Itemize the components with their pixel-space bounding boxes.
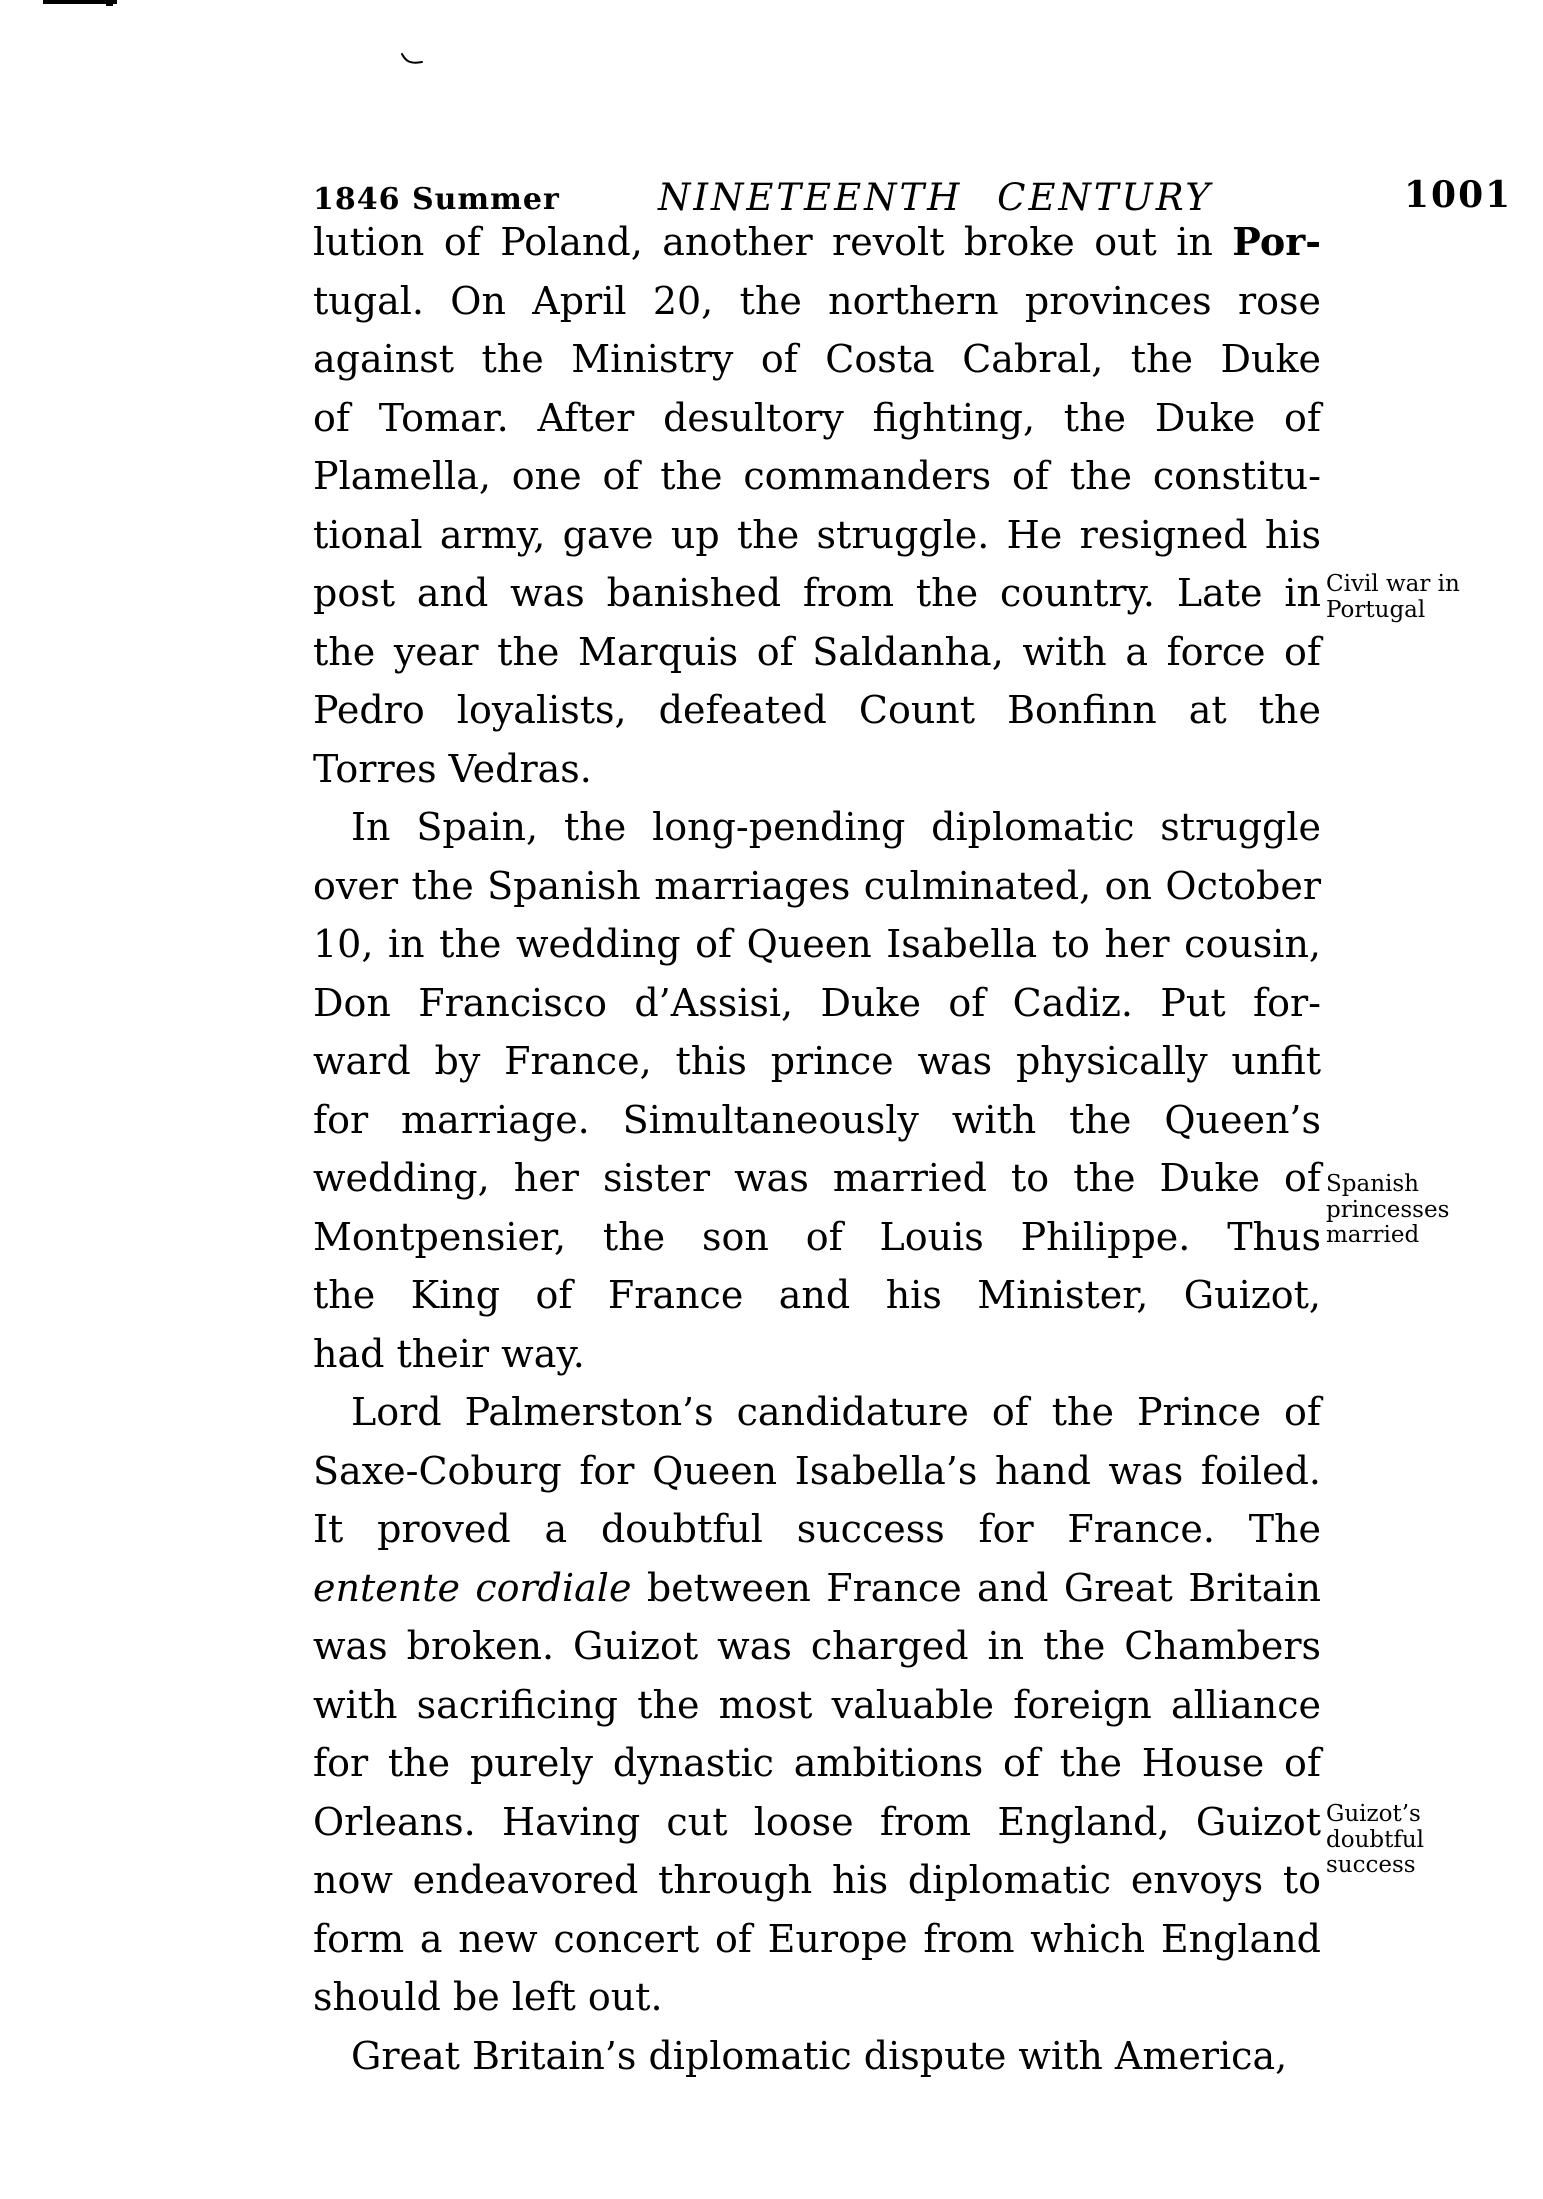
text-line bbox=[313, 1559, 1321, 1618]
text-run-italic: entente cordiale bbox=[313, 1565, 632, 1610]
margin-note-line: married bbox=[1326, 1222, 1420, 1248]
text-line: the year the Marquis of Saldanha, with a force of bbox=[313, 629, 1321, 674]
text-line: Saxe-Coburg for Queen Isabella’s hand was foiled. bbox=[313, 1448, 1321, 1493]
text-line: for the purely dynastic ambitions of the House of bbox=[313, 1741, 1321, 1785]
text-line: tugal. On April 20, the northern provinces rose bbox=[313, 278, 1321, 323]
text-line: Pedro loyalists, defeated Count Bonfinn at the bbox=[313, 688, 1321, 732]
text-line: now endeavored through his diplomatic envoys to bbox=[313, 1858, 1321, 1902]
margin-note-spanish-princesses bbox=[1326, 1172, 1506, 1249]
text-line: should be left out. bbox=[313, 1975, 663, 2019]
margin-note-line: success bbox=[1326, 1852, 1416, 1878]
margin-note-line: doubtful bbox=[1326, 1826, 1425, 1853]
text-line: ward by France, this prince was physically unfit bbox=[313, 1039, 1321, 1083]
text-run-bold: Por- bbox=[1232, 219, 1321, 264]
margin-note-line: Civil war in bbox=[1326, 571, 1460, 597]
text-line: the King of France and his Minister, Guizot, bbox=[313, 1273, 1321, 1317]
margin-note-line: Guizot’s bbox=[1326, 1801, 1421, 1827]
text-line: form a new concert of Europe from which England bbox=[313, 1916, 1321, 1961]
text-line: with sacrificing the most valuable foreign alliance bbox=[313, 1682, 1321, 1727]
text-line: Lord Palmerston’s candidature of the Prince of bbox=[351, 1390, 1321, 1434]
text-line: It proved a doubtful success for France. The bbox=[313, 1507, 1321, 1551]
margin-note-guizot bbox=[1326, 1802, 1506, 1879]
text-line: for marriage. Simultaneously with the Queen’s bbox=[313, 1097, 1321, 1142]
scan-artifact-bar bbox=[43, 0, 117, 4]
body-text-column bbox=[313, 213, 1321, 2085]
margin-note-line: Portugal bbox=[1326, 596, 1426, 623]
text-line: tional army, gave up the struggle. He resigned his bbox=[313, 512, 1321, 557]
text-line: Orleans. Having cut loose from England, Guizot bbox=[313, 1799, 1321, 1844]
text-line: had their way. bbox=[313, 1331, 585, 1376]
page-number: 1001 bbox=[1404, 174, 1513, 216]
running-head-edition: 1846 Summer bbox=[313, 182, 560, 217]
text-line: In Spain, the long-pending diplomatic struggle bbox=[351, 805, 1321, 849]
text-line: Plamella, one of the commanders of the constitu- bbox=[313, 454, 1321, 498]
text-line: Montpensier, the son of Louis Philippe. Thus bbox=[313, 1214, 1321, 1259]
text-line: against the Ministry of Costa Cabral, the Duke bbox=[313, 337, 1321, 381]
text-line: 10, in the wedding of Queen Isabella to her cousin, bbox=[313, 922, 1321, 966]
text-line bbox=[313, 213, 1321, 272]
text-run: between France and Great Britain bbox=[631, 1565, 1321, 1610]
text-line: of Tomar. After desultory fighting, the Duke of bbox=[313, 395, 1321, 440]
margin-note-line: princesses bbox=[1326, 1196, 1450, 1223]
text-line: over the Spanish marriages culminated, on October bbox=[313, 863, 1321, 908]
text-run: lution of Poland, another revolt broke out in bbox=[313, 220, 1233, 264]
text-line: was broken. Guizot was charged in the Chambers bbox=[313, 1624, 1321, 1668]
text-line: wedding, her sister was married to the Duke of bbox=[313, 1156, 1321, 1200]
margin-note-civil-war bbox=[1326, 572, 1506, 623]
margin-note-line: Spanish bbox=[1326, 1171, 1419, 1197]
text-line: post and was banished from the country. Late in bbox=[313, 571, 1321, 615]
text-line: Don Francisco d’Assisi, Duke of Cadiz. Put for- bbox=[313, 980, 1321, 1025]
running-head-title: NINETEENTH CENTURY bbox=[658, 176, 1213, 219]
text-line: Great Britain’s diplomatic dispute with America, bbox=[351, 2033, 1288, 2078]
scan-squiggle-mark bbox=[399, 51, 425, 67]
text-line: Torres Vedras. bbox=[313, 746, 592, 791]
